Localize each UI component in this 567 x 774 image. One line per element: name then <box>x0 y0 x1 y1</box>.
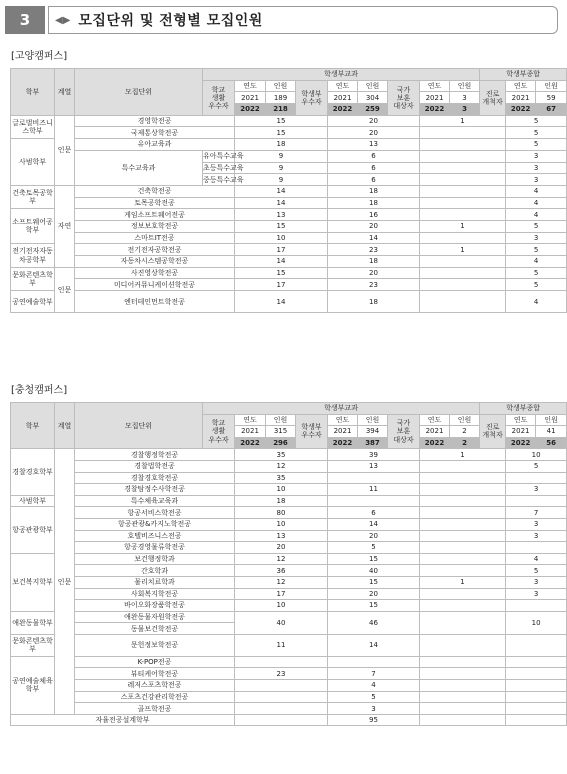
school-count-cell: 35 <box>235 472 328 484</box>
ux-count-cell: 15 <box>328 553 420 565</box>
cr-count-cell: 10 <box>506 611 567 634</box>
school-count-cell: 13 <box>235 209 328 221</box>
cr-count-cell: 4 <box>506 256 567 268</box>
campus-label-chungcheong: [충청캠퍼스] <box>11 385 68 396</box>
unit-cell: 토목공학전공 <box>75 197 235 209</box>
nv-count-cell <box>420 495 506 507</box>
school-header: 학교 생활 우수자 <box>203 80 235 115</box>
cr-count-cell <box>506 542 567 554</box>
school-count-cell: 12 <box>235 553 328 565</box>
nv-count-cell <box>420 460 506 472</box>
ux-count-cell <box>328 495 420 507</box>
section-number: 3 <box>5 6 45 34</box>
nv-header: 국가 보훈 대상자 <box>388 80 420 115</box>
school-count-cell: 10 <box>235 232 328 244</box>
unit-cell: 정보보호학전공 <box>75 220 235 232</box>
ux-count-cell: 18 <box>328 291 420 313</box>
nv-count-cell: 1 <box>420 244 506 256</box>
ux-count-cell: 20 <box>328 115 420 127</box>
school-count-cell: 14 <box>235 256 328 268</box>
unit-cell: 뷰티케어학전공 <box>75 668 235 680</box>
table-row <box>11 291 567 313</box>
dept-cell: 소프트웨어공학부 <box>11 209 55 244</box>
cr-count-cell <box>506 600 567 612</box>
school-count-cell: 17 <box>235 244 328 256</box>
school-count-cell: 12 <box>235 576 328 588</box>
ux-count-cell: 20 <box>328 267 420 279</box>
table-row <box>11 209 567 221</box>
unit-cell: 사회복지학전공 <box>75 588 235 600</box>
cr-count-cell: 3 <box>506 162 567 174</box>
table-row <box>11 267 567 279</box>
ux-count-cell: 18 <box>328 197 420 209</box>
unit-cell: 경찰법학전공 <box>75 460 235 472</box>
table-row <box>11 576 567 588</box>
unit-cell: 경영학전공 <box>75 115 235 127</box>
unit-cell: 동물보건학전공 <box>75 623 235 635</box>
cr-count-cell: 4 <box>506 209 567 221</box>
cr-count-cell: 3 <box>506 530 567 542</box>
nv-count-cell <box>420 680 506 692</box>
arrow-right-icon: ◀▶ <box>55 14 71 26</box>
unit-cell: 바이오화장품학전공 <box>75 600 235 612</box>
ux-count-cell: 20 <box>328 220 420 232</box>
table-row <box>11 495 567 507</box>
campus-label-goyang: [고양캠퍼스] <box>11 51 68 62</box>
cr-count-cell: 5 <box>506 279 567 291</box>
nv-count-cell <box>420 668 506 680</box>
col-series-header: 계열 <box>55 69 75 116</box>
table-row <box>11 127 567 139</box>
school-count-cell: 14 <box>235 197 328 209</box>
cr-count-cell <box>506 634 567 656</box>
school-count-cell: 18 <box>235 495 328 507</box>
school-count-cell: 11 <box>235 634 328 656</box>
cr-count-cell <box>506 656 567 668</box>
table-row <box>11 542 567 554</box>
ux-count-cell: 15 <box>328 576 420 588</box>
table-row <box>11 460 567 472</box>
cr-count-cell <box>506 472 567 484</box>
cr-count-cell: 3 <box>506 518 567 530</box>
cr-count-cell: 5 <box>506 244 567 256</box>
nv-count-cell <box>420 185 506 197</box>
unit-cell: 전기전자공학전공 <box>75 244 235 256</box>
ux-count-cell: 7 <box>328 668 420 680</box>
table-row <box>11 656 567 668</box>
school-count-cell: 13 <box>235 530 328 542</box>
table-row <box>11 634 567 656</box>
school-count-cell: 18 <box>235 139 328 151</box>
jonghap-header: 학생부종합 <box>480 403 567 415</box>
ux-count-cell: 6 <box>328 150 420 162</box>
nv-count-cell <box>420 611 506 634</box>
table-row <box>11 714 567 726</box>
school-count-cell: 15 <box>235 115 328 127</box>
dept-cell: 항공관광학부 <box>11 507 55 553</box>
table-row <box>11 518 567 530</box>
cr-count-cell: 4 <box>506 197 567 209</box>
cr-count-cell: 7 <box>506 507 567 519</box>
nv-count-cell <box>420 530 506 542</box>
nv-header: 국가 보훈 대상자 <box>388 414 420 449</box>
school-count-cell <box>235 691 328 703</box>
unit-cell: 경찰경호학전공 <box>75 472 235 484</box>
school-count-cell <box>235 703 328 715</box>
ux-count-cell: 3 <box>328 703 420 715</box>
ux-count-cell: 16 <box>328 209 420 221</box>
cr-count-cell: 3 <box>506 174 567 186</box>
ux-count-cell: 18 <box>328 256 420 268</box>
ux-count-cell: 4 <box>328 680 420 692</box>
unit-cell: 유아특수교육 <box>203 152 244 161</box>
cr-header: 진로 개척자 <box>480 80 506 115</box>
ux-count-cell: 15 <box>328 600 420 612</box>
col-dept-header: 학부 <box>11 69 55 116</box>
table-row <box>11 530 567 542</box>
unit-cell: 특수체육교육과 <box>75 495 235 507</box>
school-count-cell: 15 <box>235 127 328 139</box>
nv-count-cell <box>420 174 506 186</box>
nv-count-cell <box>420 484 506 496</box>
cr-count-cell <box>506 691 567 703</box>
nv-count-cell: 1 <box>420 115 506 127</box>
dept-cell: 문화콘텐츠학부 <box>11 267 55 290</box>
cr-header: 진로 개척자 <box>480 414 506 449</box>
school-count-cell <box>235 680 328 692</box>
cr-count-cell: 5 <box>506 267 567 279</box>
table-row <box>11 197 567 209</box>
ux-header: 학생부 우수자 <box>296 414 328 449</box>
unit-cell: 스마트IT전공 <box>75 232 235 244</box>
table-row <box>11 484 567 496</box>
cr-count-cell: 4 <box>506 553 567 565</box>
table-row <box>11 703 567 715</box>
table-row <box>11 565 567 577</box>
gyogwa-header: 학생부교과 <box>203 403 480 415</box>
series-cell: 인문 <box>55 449 75 714</box>
school-count-cell: 23 <box>235 668 328 680</box>
unit-cell: 사진영상학전공 <box>75 267 235 279</box>
nv-count-cell <box>420 291 506 313</box>
goyang-table: 학부 계열 모집단위 학생부교과 학생부종합 학교 생활 우수자 연도 인원 학생부 우수자 연도 인원 국가 보훈 대상자 연도 인원 진로 개척자 연도 인원 2021 189 2021 304 2021 3 2021 59 2022 218 2022 259 2022 3 2022 67 글로벌비즈니스학부 인문 경영학전공 15 20 1 5 국제통상학전공 15 20 5 사범학부 유아교육과 18 13 5 특수교육과 유아특수교육 9 6 3 초등특수교육 9 6 3 중등특수교육 9 6 3 건축토목공학부 자연 건축학전공 14 18 4 토목공학전공 14 18 4 소프트웨어공학부 게임소프트웨어전공 13 16 4 정보보호학전공 15 20 1 5 스마트IT전공 10 14 3 전기전자자동차공학부 전기전자공학전공 17 23 1 5 자동차시스템공학전공 14 18 4 문화콘텐츠학부 인문 사진영상학전공 15 20 5 미디어커뮤니케이션학전공 17 23 5 공연예술학부 엔터테인먼트학전공 14 18 4 <box>10 68 567 313</box>
nv-count-cell <box>420 232 506 244</box>
nv-count-cell <box>420 162 506 174</box>
nv-count-cell <box>420 127 506 139</box>
dept-cell: 건축토목공학부 <box>11 185 55 208</box>
cr-count-cell: 5 <box>506 127 567 139</box>
chungcheong-table: 학부 계열 모집단위 학생부교과 학생부종합 학교 생활 우수자 연도 인원 학생부 우수자 연도 인원 국가 보훈 대상자 연도 인원 진로 개척자 연도 인원 2021 315 2021 394 2021 2 2021 41 2022 296 2022 387 2022 2 2022 56 경찰경호학부 인문 경찰행정학전공 35 39 1 10 경찰법학전공 12 13 5 경찰경호학전공 35 경찰탐정수사학전공 10 11 3 사범학부 특수체육교육과 18 항공관광학부 항공서비스학전공 80 6 7 항공관광&카지노학전공 10 14 3 호텔비즈니스전공 13 20 3 항공경영물류학전공 20 5 보건복지학부 보건행정학과 12 15 4 간호학과 36 40 5 물리치료학과 12 15 1 3 사회복지학전공 17 20 3 바이오화장품학전공 10 15 애완동물학부 애완동물자원학전공 40 46 10 동물보건학전공 문화콘텐츠학부 문헌정보학전공 11 14 공연예술체육학부 K-POP전공 뷰티케어학전공 23 7 레저스포츠학전공 4 스포츠건강관리학전공 5 골프학전공 3 자율전공설계학부 95 <box>10 402 567 726</box>
ux-header: 학생부 우수자 <box>296 80 328 115</box>
ux-count-cell: 46 <box>328 611 420 634</box>
subgroup-cell: 특수교육과 <box>75 150 203 185</box>
free-major-cell: 자율전공설계학부 <box>11 714 235 726</box>
nv-count-cell <box>420 472 506 484</box>
ux-count-cell: 13 <box>328 460 420 472</box>
nv-count-cell: 1 <box>420 576 506 588</box>
unit-cell: 호텔비즈니스전공 <box>75 530 235 542</box>
unit-cell: 국제통상학전공 <box>75 127 235 139</box>
school-count-cell: 10 <box>235 484 328 496</box>
nv-count-cell <box>420 553 506 565</box>
dept-cell: 글로벌비즈니스학부 <box>11 115 55 138</box>
cr-count-cell: 3 <box>506 588 567 600</box>
nv-count-cell <box>420 518 506 530</box>
nv-count-cell <box>420 256 506 268</box>
ux-count-cell: 23 <box>328 244 420 256</box>
cr-count-cell: 4 <box>506 185 567 197</box>
cr-count-cell <box>506 703 567 715</box>
jonghap-header: 학생부종합 <box>480 69 567 81</box>
section-header <box>5 6 558 34</box>
ux-count-cell: 40 <box>328 565 420 577</box>
ux-count-cell: 6 <box>328 162 420 174</box>
cr-count-cell <box>506 495 567 507</box>
cr-count-cell <box>506 714 567 726</box>
school-count-cell: 80 <box>235 507 328 519</box>
unit-cell: 애완동물자원학전공 <box>75 611 235 623</box>
col-unit-header: 모집단위 <box>75 69 203 116</box>
nv-count-cell <box>420 542 506 554</box>
unit-cell: 초등특수교육 <box>203 163 244 172</box>
ux-count-cell: 14 <box>328 518 420 530</box>
table-row <box>11 588 567 600</box>
cr-count-cell <box>506 680 567 692</box>
ux-count-cell: 11 <box>328 484 420 496</box>
cr-count-cell <box>506 668 567 680</box>
unit-cell: 미디어커뮤니케이션학전공 <box>75 279 235 291</box>
unit-cell: 자동차시스템공학전공 <box>75 256 235 268</box>
unit-cell: 유아교육과 <box>75 139 235 151</box>
unit-cell: 항공경영물류학전공 <box>75 542 235 554</box>
unit-cell: 스포츠건강관리학전공 <box>75 691 235 703</box>
ux-count-cell: 20 <box>328 127 420 139</box>
unit-cell: 엔터테인먼트학전공 <box>75 291 235 313</box>
nv-count-cell: 1 <box>420 220 506 232</box>
nv-count-cell <box>420 588 506 600</box>
dept-cell: 전기전자자동차공학부 <box>11 244 55 267</box>
ux-count-cell: 23 <box>328 279 420 291</box>
ux-count-cell: 5 <box>328 691 420 703</box>
cr-count-cell: 3 <box>506 576 567 588</box>
dept-cell: 사범학부 <box>11 495 55 507</box>
ux-count-cell: 18 <box>328 185 420 197</box>
series-cell: 인문 <box>55 267 75 312</box>
nv-count-cell <box>420 139 506 151</box>
school-header: 학교 생활 우수자 <box>203 414 235 449</box>
dept-cell: 문화콘텐츠학부 <box>11 634 55 656</box>
school-count-cell <box>235 656 328 668</box>
unit-cell: 항공서비스학전공 <box>75 507 235 519</box>
cr-count-cell: 5 <box>506 139 567 151</box>
nv-count-cell <box>420 691 506 703</box>
nv-count-cell <box>420 656 506 668</box>
ux-count-cell: 13 <box>328 139 420 151</box>
dept-cell: 경찰경호학부 <box>11 449 55 495</box>
school-count-cell: 15 <box>235 267 328 279</box>
nv-count-cell <box>420 714 506 726</box>
col-dept-header: 학부 <box>11 403 55 449</box>
cr-count-cell: 4 <box>506 291 567 313</box>
nv-count-cell <box>420 565 506 577</box>
dept-cell: 공연예술체육학부 <box>11 656 55 714</box>
table-row <box>11 472 567 484</box>
table-row <box>11 600 567 612</box>
ux-count-cell <box>328 472 420 484</box>
ux-count-cell <box>328 656 420 668</box>
school-count-cell: 14 <box>235 291 328 313</box>
col-unit-header: 모집단위 <box>75 403 203 449</box>
series-cell: 자연 <box>55 185 75 267</box>
school-count-cell: 9 <box>235 150 328 162</box>
table-row <box>11 507 567 519</box>
nv-count-cell <box>420 703 506 715</box>
ux-count-cell: 14 <box>328 634 420 656</box>
cr-count-cell: 3 <box>506 150 567 162</box>
table-row <box>11 256 567 268</box>
unit-cell: 보건행정학과 <box>75 553 235 565</box>
unit-cell: 항공관광&카지노학전공 <box>75 518 235 530</box>
school-count-cell: 9 <box>235 174 328 186</box>
table-row <box>11 139 567 151</box>
cr-count-cell: 3 <box>506 484 567 496</box>
school-count-cell: 36 <box>235 565 328 577</box>
table-row <box>11 553 567 565</box>
table-row <box>11 668 567 680</box>
nv-count-cell: 1 <box>420 449 506 461</box>
dept-cell: 공연예술학부 <box>11 291 55 313</box>
unit-cell: 중등특수교육 <box>203 175 244 184</box>
ux-count-cell: 6 <box>328 507 420 519</box>
cr-count-cell: 5 <box>506 565 567 577</box>
ux-count-cell: 95 <box>328 714 420 726</box>
school-count-cell: 20 <box>235 542 328 554</box>
nv-count-cell <box>420 209 506 221</box>
dept-cell: 사범학부 <box>11 139 55 186</box>
table-row <box>11 150 567 162</box>
unit-cell: 문헌정보학전공 <box>75 634 235 656</box>
nv-count-cell <box>420 279 506 291</box>
table-row <box>11 680 567 692</box>
unit-cell: 경찰행정학전공 <box>75 449 235 461</box>
unit-cell: 물리치료학과 <box>75 576 235 588</box>
cr-count-cell: 5 <box>506 115 567 127</box>
section-title: 모집단위 및 전형별 모집인원 <box>78 13 263 29</box>
unit-cell: 골프학전공 <box>75 703 235 715</box>
school-count-cell: 17 <box>235 279 328 291</box>
cr-count-cell: 10 <box>506 449 567 461</box>
cr-count-cell: 5 <box>506 220 567 232</box>
school-count-cell: 35 <box>235 449 328 461</box>
school-count-cell: 14 <box>235 185 328 197</box>
gyogwa-header: 학생부교과 <box>203 69 480 81</box>
nv-count-cell <box>420 600 506 612</box>
school-count-cell: 9 <box>235 162 328 174</box>
school-count-cell: 15 <box>235 220 328 232</box>
ux-count-cell: 6 <box>328 174 420 186</box>
nv-count-cell <box>420 197 506 209</box>
table-row <box>11 449 567 461</box>
table-row <box>11 232 567 244</box>
series-cell: 인문 <box>55 115 75 185</box>
nv-count-cell <box>420 267 506 279</box>
col-series-header: 계열 <box>55 403 75 449</box>
table-row <box>11 691 567 703</box>
unit-cell: 간호학과 <box>75 565 235 577</box>
school-count-cell: 12 <box>235 460 328 472</box>
ux-count-cell: 39 <box>328 449 420 461</box>
school-count-cell <box>235 714 328 726</box>
ux-count-cell: 14 <box>328 232 420 244</box>
table-row <box>11 185 567 197</box>
nv-count-cell <box>420 150 506 162</box>
cr-count-cell: 3 <box>506 232 567 244</box>
school-count-cell: 10 <box>235 600 328 612</box>
ux-count-cell: 20 <box>328 530 420 542</box>
unit-cell: 레저스포츠학전공 <box>75 680 235 692</box>
school-count-cell: 17 <box>235 588 328 600</box>
table-row <box>11 220 567 232</box>
dept-cell: 애완동물학부 <box>11 611 55 634</box>
dept-cell: 보건복지학부 <box>11 553 55 611</box>
unit-cell: 게임소프트웨어전공 <box>75 209 235 221</box>
nv-count-cell <box>420 634 506 656</box>
table-row <box>11 115 567 127</box>
nv-count-cell <box>420 507 506 519</box>
unit-cell: 경찰탐정수사학전공 <box>75 484 235 496</box>
unit-cell: K-POP전공 <box>75 656 235 668</box>
ux-count-cell: 20 <box>328 588 420 600</box>
school-count-cell: 40 <box>235 611 328 634</box>
unit-cell: 건축학전공 <box>75 185 235 197</box>
table-row <box>11 611 567 623</box>
table-row <box>11 244 567 256</box>
ux-count-cell: 5 <box>328 542 420 554</box>
cr-count-cell: 5 <box>506 460 567 472</box>
table-row <box>11 279 567 291</box>
school-count-cell: 10 <box>235 518 328 530</box>
section-title-box <box>48 6 558 34</box>
